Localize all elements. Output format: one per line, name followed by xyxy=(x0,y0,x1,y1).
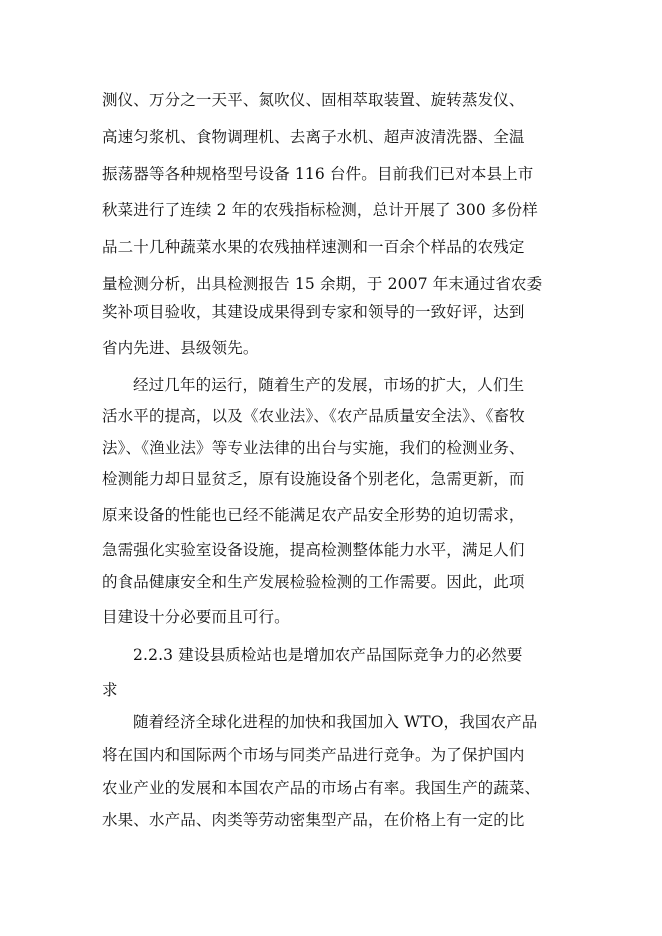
text-line: 的食品健康安全和生产发展检验检测的工作需要。因此，此项 xyxy=(102,573,525,591)
text-line: 原来设备的性能也已经不能满足农产品安全形势的迫切需求， xyxy=(102,506,525,524)
text-line: 省内先进、县级领先。 xyxy=(102,339,259,357)
paragraph-first-line: 经过几年的运行，随着生产的发展，市场的扩大，人们生 xyxy=(133,376,525,394)
text-line: 水果、水产品、肉类等劳动密集型产品，在价格上有一定的比 xyxy=(102,811,525,829)
text-line: 品二十几种蔬菜水果的农残抽样速测和一百余个样品的农残定 xyxy=(102,238,525,256)
text-line: 奖补项目验收，其建设成果得到专家和领导的一致好评，达到 xyxy=(102,303,525,321)
text-line: 测仪、万分之一天平、氮吹仪、固相萃取装置、旋转蒸发仪、 xyxy=(102,91,525,109)
text-line: 振荡器等各种规格型号设备 116 台件。目前我们已对本县上市 xyxy=(102,165,534,183)
section-heading-continued: 求 xyxy=(102,681,118,699)
text-line: 法》、《渔业法》等专业法律的出台与实施，我们的检测业务、 xyxy=(102,439,525,457)
text-line: 检测能力却日显贫乏，原有设施设备个别老化，急需更新，而 xyxy=(102,470,525,488)
text-line: 急需强化实验室设备设施，提高检测整体能力水平，满足人们 xyxy=(102,541,525,559)
section-heading: 2.2.3 建设县质检站也是增加农产品国际竞争力的必然要 xyxy=(133,646,523,664)
text-line: 秋菜进行了连续 2 年的农残指标检测，总计开展了 300 多份样 xyxy=(102,201,538,219)
paragraph-first-line: 随着经济全球化进程的加快和我国加入 WTO，我国农产品 xyxy=(133,713,538,731)
text-line: 农业产业的发展和本国农产品的市场占有率。我国生产的蔬菜、 xyxy=(102,779,541,797)
text-line: 将在国内和国际两个市场与同类产品进行竞争。为了保护国内 xyxy=(102,746,525,764)
text-line: 活水平的提高，以及《农业法》、《农产品质量安全法》、《畜牧 xyxy=(102,407,525,425)
text-line: 高速匀浆机、食物调理机、去离子水机、超声波清洗器、全温 xyxy=(102,128,525,146)
text-line: 目建设十分必要而且可行。 xyxy=(102,608,290,626)
text-line: 量检测分析，出具检测报告 15 余期，于 2007 年末通过省农委 xyxy=(102,275,543,293)
